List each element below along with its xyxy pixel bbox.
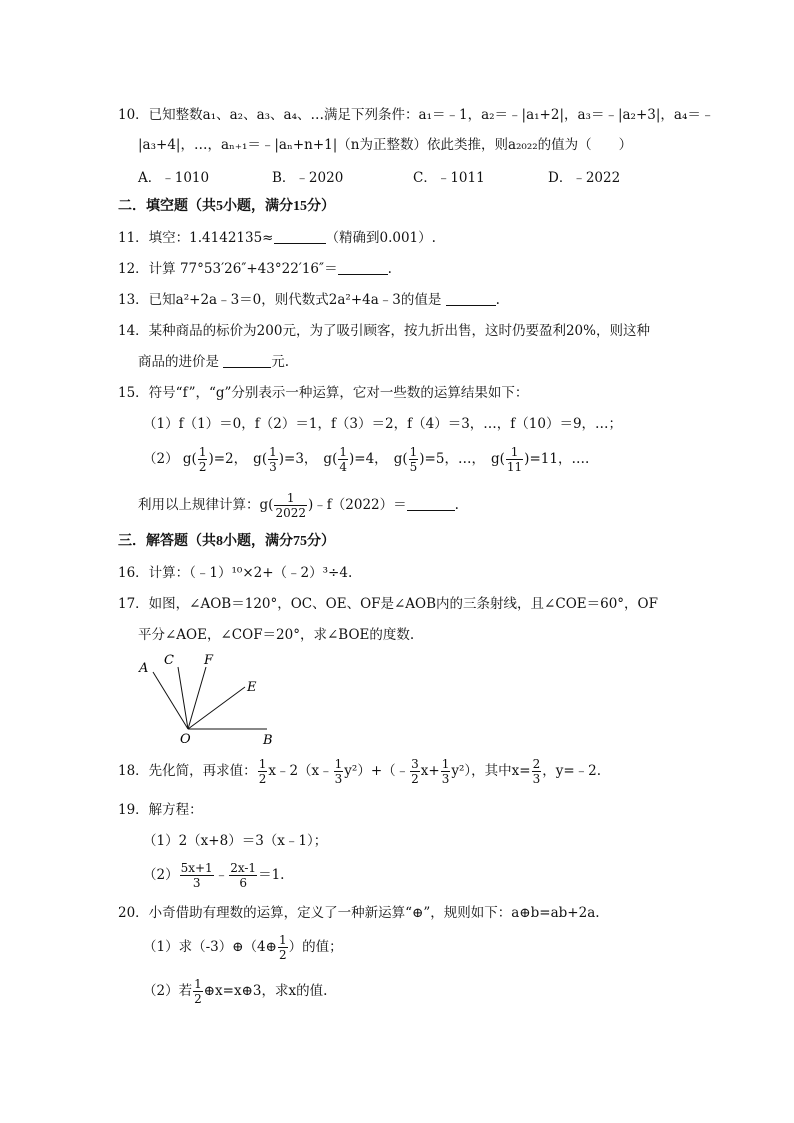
q18-part-b: x﹣2（x﹣ [268,763,333,779]
g-term-label: g [490,451,500,467]
q14-text: 商品的进价是 [138,354,219,370]
q18-part-c: y²）+（﹣ [344,763,410,779]
q12-text: 12．计算 77°53′26″+43°22′16″＝ [118,261,338,277]
g-term-result: =11，…. [529,451,590,467]
q14-answer-blank[interactable] [223,354,271,368]
q20-part1-text: （1）求（-3）⊕（4⊕ [143,939,277,955]
q12-end: . [387,261,392,277]
rays [153,667,267,729]
g-term-label: g [323,451,333,467]
label-b: B [263,733,273,748]
q18-part-e: y²），其中x= [451,763,531,779]
g-term-label: g [253,451,262,467]
q20-line1: 20．小奇借助有理数的运算，定义了一种新运算“⊕”，规则如下：a⊕b=ab+2a. [118,905,600,921]
q11 [118,228,436,248]
q12-answer-blank[interactable] [338,261,388,275]
q15-line1: 15．符号“f”，“g”分别表示一种运算，它对一些数的运算结果如下： [118,385,529,401]
q13 [118,290,500,310]
g-term-fraction: $\frac{1}{3}$ [269,445,277,474]
q20-frac-2: $\frac{1}{2}$ [194,977,202,1006]
g-term: g( $\frac{1}{3}$ )=3， [253,445,318,474]
g-term-fraction: $\frac{1}{11}$ [506,445,523,474]
label-c: C [164,653,174,668]
g-term-result: =5，…， [424,451,485,467]
g-term-label: g [182,451,192,467]
q19-minus: ﹣ [214,867,229,883]
q13-end: . [495,292,500,308]
q18-text: 18．先化简，再求值： [118,763,257,779]
g-terms [182,445,595,474]
q18-part-d: x+ [420,763,440,779]
q14-line1: 14．某种商品的标价为200元，为了吸引顾客，按九折出售，这时仍要盈利20%，则这种 [118,323,650,339]
g-term-fraction: $\frac{1}{5}$ [409,445,418,474]
section-title-fill-in: 二．填空题（共5小题，满分15分） [118,199,335,214]
q19-frac-1: $\frac{5x+1}{3}$ [180,861,213,890]
q15-answer-blank[interactable] [407,497,455,511]
q19-title: 19．解方程： [118,802,203,818]
q18 [118,752,601,790]
q10-option-b: B．﹣2020 [272,170,344,186]
q10-option-c: C．﹣1011 [413,170,485,186]
q15-part2-label: （2） [143,451,179,467]
q14-unit: 元. [271,354,290,370]
section-title-solve: 三．解答题（共8小题，满分75分） [118,534,335,549]
label-o: O [180,732,191,747]
g-term: g( $\frac{1}{4}$ )=4， [323,445,388,474]
q15-line4-mid: ﹣f（2022）＝ [313,497,407,513]
q20-part1-end: ）的值； [288,939,343,955]
g-term-result: =3， [284,451,318,467]
q17-line1: 17．如图，∠AOB＝120°，OC、OE、OF是∠AOB内的三条射线，且∠COE＝60°，OF [118,596,658,612]
q15-line3 [143,440,595,478]
q13-text: 13．已知a²+2a﹣3＝0，则代数式2a²+4a﹣3的值是 [118,292,442,308]
q18-frac-half: $\frac{1}{2}$ [258,757,267,786]
q18-frac-2: $\frac{3}{2}$ [411,757,419,786]
q11-note: （精确到0.001）. [325,230,436,246]
ray-of [188,667,206,729]
q10-option-d: D．﹣2022 [548,170,621,186]
q10-line2: |a₃+4|，…，aₙ₊₁＝﹣|aₙ+n+1|（n为正整数）依此类推，则a₂₀₂₂的值为（ ） [138,137,633,153]
q20-part2-end: ⊕x=x⊕3，求x的值. [203,983,328,999]
q18-frac-3: $\frac{1}{3}$ [441,757,450,786]
angle-figure [130,650,290,750]
q15-line4-text: 利用以上规律计算：g [138,497,269,513]
label-e: E [247,680,257,695]
g-term-fraction: $\frac{1}{4}$ [339,445,347,474]
q20-frac-1: $\frac{1}{2}$ [278,933,287,962]
label-a: A [139,661,149,676]
g-term: g( $\frac{1}{5}$ )=5，…， [393,445,485,474]
q15-end: . [454,497,459,513]
q18-part-f: ，y=﹣2. [542,763,602,779]
q20-part1 [143,928,343,966]
q11-text: 11．填空：1.4142135≈ [118,230,274,246]
g-term-label: g [393,451,403,467]
q15-line2: （1）f（1）＝0，f（2）＝1，f（3）＝2，f（4）＝3，…，f（10）＝9，…； [143,416,623,432]
q20-part2-text: （2）若 [143,983,193,999]
q10-line1: 10．已知整数a₁、a₂、a₃、a₄、…满足下列条件：a₁＝﹣1，a₂＝﹣|a₁+2|，a₃＝﹣|a₂+3|，a₄＝﹣ [118,107,715,123]
q19-end: ＝1. [258,867,285,883]
q15-line4: 利用以上规律计算：g( $\frac{1}{2022}$ )﹣f（2022）＝ . [138,491,459,520]
q11-answer-blank[interactable] [274,230,326,244]
g-term-result: =4， [354,451,388,467]
q14-line2 [138,352,289,372]
q15-fraction: $\frac{1}{2022}$ [275,491,306,520]
q20-part2 [143,972,327,1010]
g-term-result: =2， [213,451,248,467]
label-f: F [204,653,214,668]
q19-part1: （1）2（x+8）＝3（x﹣1）； [143,833,328,849]
q16: 16．计算：（﹣1）¹⁰×2+（﹣2）³÷4. [118,565,353,581]
ray-oe [188,687,245,729]
q19-part2-label: （2） [143,867,179,883]
q17-line2: 平分∠AOE，∠COF＝20°，求∠BOE的度数. [138,627,415,643]
q13-answer-blank[interactable] [446,292,496,306]
q10-option-a: A．﹣1010 [138,170,210,186]
q18-frac-x: $\frac{2}{3}$ [532,757,541,786]
q18-frac-1: $\frac{1}{3}$ [334,757,343,786]
g-term: g( $\frac{1}{2}$ )=2， [182,445,248,474]
g-term-fraction: $\frac{1}{2}$ [198,445,207,474]
q12 [118,259,392,279]
ray-oc [178,667,188,729]
ray-oa [153,672,188,729]
g-term: g( $\frac{1}{11}$ )=11，…. [490,445,590,474]
q19-frac-2: $\frac{2x-1}{6}$ [230,861,257,890]
q19-part2 [143,856,284,894]
